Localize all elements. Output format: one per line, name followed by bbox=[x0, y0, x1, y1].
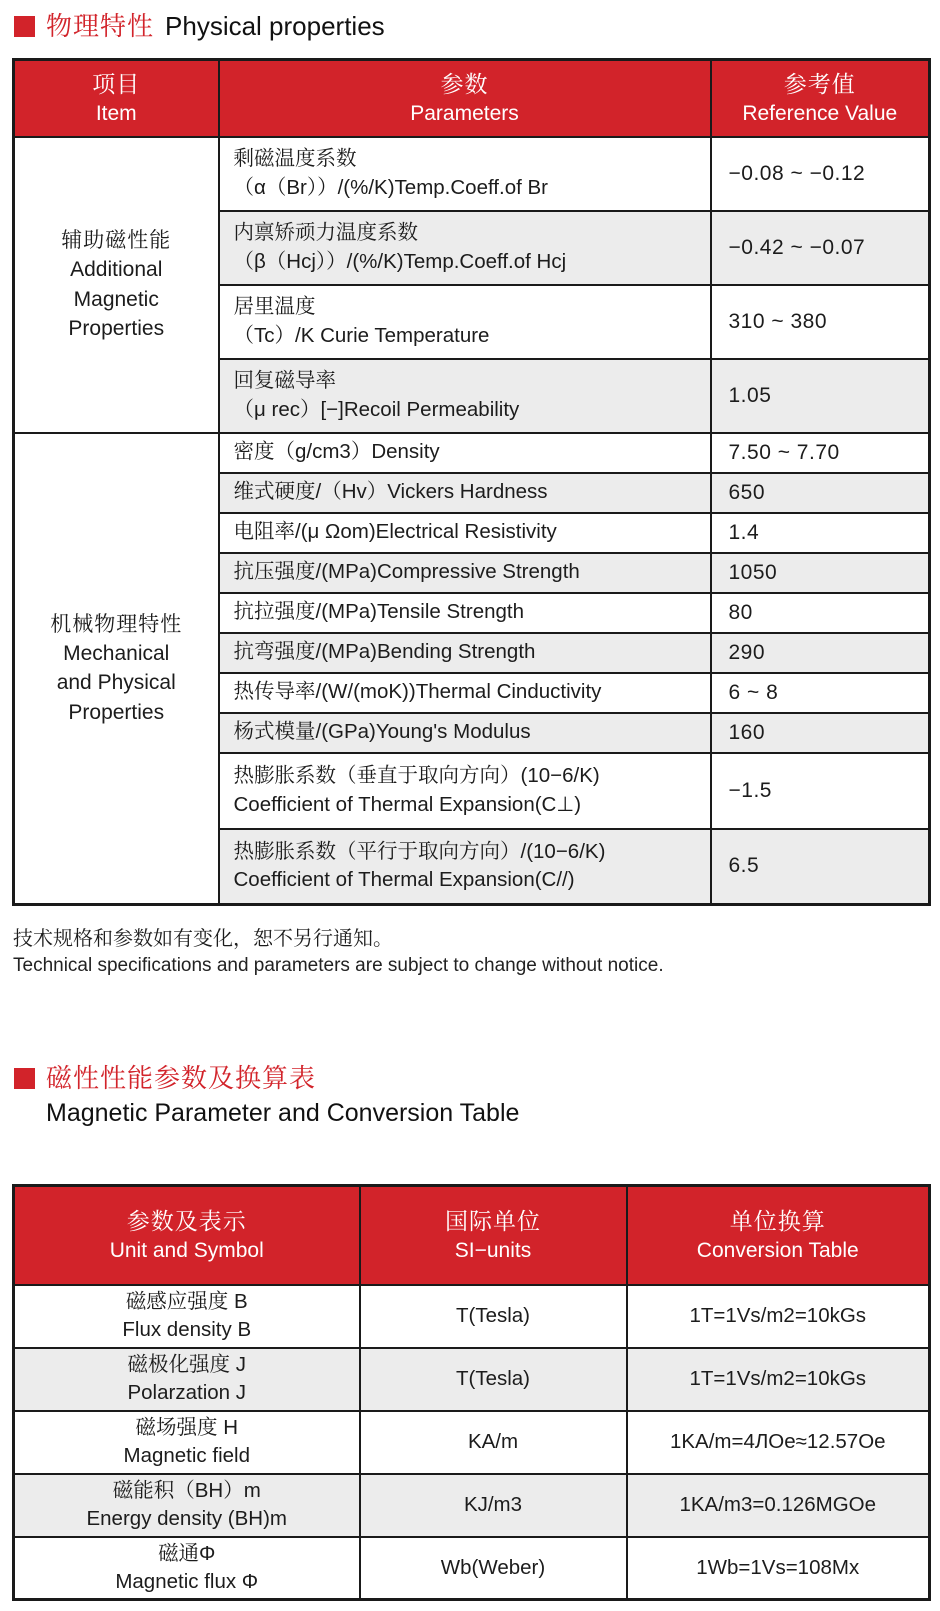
param-line: 回复磁导率 bbox=[233, 369, 336, 392]
header-parameters-en: Parameters bbox=[410, 102, 519, 126]
table-row bbox=[14, 1411, 930, 1474]
conversion-cell: 1Wb=1Vs=108Mx bbox=[627, 1537, 930, 1600]
param-line: 杨式模量/(GPa)Young's Modulus bbox=[233, 720, 531, 744]
group-label-en: and Physical bbox=[56, 671, 176, 695]
conversion-cell: 1KA/m3=0.126MGOe bbox=[627, 1474, 930, 1537]
si-unit-cell: KA/m bbox=[360, 1411, 627, 1474]
param-cell bbox=[219, 359, 711, 433]
section2-title-zh: 磁性性能参数及换算表 bbox=[46, 1062, 317, 1093]
param-line: 热膨胀系数（垂直于取向方向）(10−6/K) bbox=[233, 764, 600, 787]
quantity-cell bbox=[14, 1348, 360, 1411]
conversion-cell: 1T=1Vs/m2=10kGs bbox=[627, 1285, 930, 1348]
param-line: 热传导率/(W/(moK))Thermal Cinductivity bbox=[233, 680, 602, 704]
value-cell: 80 bbox=[711, 593, 930, 633]
header-item bbox=[14, 60, 219, 137]
quantity-en: Polarzation J bbox=[127, 1381, 246, 1405]
param-line: 剩磁温度系数 bbox=[233, 147, 357, 170]
param-cell bbox=[219, 211, 711, 285]
table-row bbox=[14, 1285, 930, 1348]
section1-title-zh: 物理特性 bbox=[46, 11, 155, 41]
table-row bbox=[14, 1348, 930, 1411]
param-cell bbox=[219, 433, 711, 473]
quantity-cell bbox=[14, 1537, 360, 1600]
section1-title bbox=[14, 0, 940, 42]
header-item-zh: 项目 bbox=[92, 71, 141, 98]
value-cell: −1.5 bbox=[711, 753, 930, 829]
param-line: 维式硬度/（Hv）Vickers Hardness bbox=[233, 480, 548, 504]
value-cell: 6.5 bbox=[711, 829, 930, 905]
quantity-zh: 磁极化强度 J bbox=[127, 1353, 246, 1377]
quantity-en: Energy density (BH)m bbox=[86, 1507, 287, 1531]
header-unit-symbol bbox=[14, 1186, 360, 1285]
param-line: 热膨胀系数（平行于取向方向）/(10−6/K) bbox=[233, 839, 606, 863]
param-line: （α（Br））/(%/K)Temp.Coeff.of Br bbox=[233, 175, 548, 199]
header-conversion-zh: 单位换算 bbox=[729, 1208, 826, 1235]
header-si-units bbox=[360, 1186, 627, 1285]
param-line: Coefficient of Thermal Expansion(C//) bbox=[233, 868, 575, 892]
table-header-row bbox=[14, 1186, 930, 1285]
disclaimer-zh: 技术规格和参数如有变化，恕不另行通知。 bbox=[13, 928, 393, 951]
header-conversion bbox=[627, 1186, 930, 1285]
physical-properties-table bbox=[12, 58, 931, 906]
group-label-zh: 辅助磁性能 bbox=[61, 228, 172, 252]
group-label-en: Magnetic bbox=[73, 287, 159, 311]
conversion-table bbox=[12, 1184, 931, 1601]
header-parameters-zh: 参数 bbox=[440, 71, 489, 98]
quantity-zh: 磁场强度 H bbox=[135, 1416, 238, 1440]
table-row bbox=[14, 137, 930, 211]
param-cell bbox=[219, 137, 711, 211]
value-cell: 290 bbox=[711, 633, 930, 673]
param-line: 居里温度 bbox=[233, 295, 316, 318]
quantity-en: Flux density B bbox=[122, 1318, 252, 1342]
param-cell bbox=[219, 553, 711, 593]
header-parameters bbox=[219, 60, 711, 137]
table-row bbox=[14, 1474, 930, 1537]
disclaimer-en: Technical specifications and parameters are subject to change without notice. bbox=[13, 955, 664, 977]
quantity-cell bbox=[14, 1285, 360, 1348]
group-label-en: Additional bbox=[70, 258, 163, 282]
param-cell bbox=[219, 633, 711, 673]
group-label-zh: 机械物理特性 bbox=[50, 612, 183, 636]
table-row bbox=[14, 433, 930, 473]
group-label-en: Properties bbox=[68, 700, 165, 724]
param-line: 密度（g/cm3）Density bbox=[233, 440, 440, 464]
value-cell: 160 bbox=[711, 713, 930, 753]
value-cell: −0.08 ~ −0.12 bbox=[711, 137, 930, 211]
param-line: （Tc）/K Curie Temperature bbox=[233, 323, 490, 347]
param-line: 抗拉强度/(MPa)Tensile Strength bbox=[233, 600, 525, 624]
section-bullet-icon bbox=[14, 16, 35, 37]
param-cell bbox=[219, 673, 711, 713]
quantity-zh: 磁感应强度 B bbox=[125, 1290, 248, 1314]
param-line: Coefficient of Thermal Expansion(C⊥) bbox=[233, 792, 582, 816]
param-line: （β（Hcj））/(%/K)Temp.Coeff.of Hcj bbox=[233, 249, 567, 273]
section2-title-en: Magnetic Parameter and Conversion Table bbox=[46, 1099, 520, 1128]
quantity-zh: 磁能积（BH）m bbox=[112, 1479, 261, 1503]
value-cell: 7.50 ~ 7.70 bbox=[711, 433, 930, 473]
section2-title bbox=[0, 1063, 940, 1128]
quantity-en: Magnetic field bbox=[123, 1444, 250, 1468]
value-cell: 650 bbox=[711, 473, 930, 513]
header-si-units-en: SI−units bbox=[454, 1239, 532, 1263]
si-unit-cell: Wb(Weber) bbox=[360, 1537, 627, 1600]
header-reference-zh: 参考值 bbox=[783, 71, 856, 98]
item-group-mechanical-physical bbox=[14, 433, 219, 905]
value-cell: 6 ~ 8 bbox=[711, 673, 930, 713]
quantity-cell bbox=[14, 1474, 360, 1537]
header-item-en: Item bbox=[95, 102, 137, 126]
header-reference-value bbox=[711, 60, 930, 137]
group-label-en: Mechanical bbox=[63, 642, 170, 666]
param-line: 抗弯强度/(MPa)Bending Strength bbox=[233, 640, 536, 664]
param-cell bbox=[219, 753, 711, 829]
param-cell bbox=[219, 285, 711, 359]
quantity-zh: 磁通Φ bbox=[158, 1542, 216, 1566]
quantity-en: Magnetic flux Φ bbox=[115, 1569, 259, 1593]
si-unit-cell: KJ/m3 bbox=[360, 1474, 627, 1537]
disclaimer-note bbox=[13, 926, 940, 979]
value-cell: 1.05 bbox=[711, 359, 930, 433]
header-reference-en: Reference Value bbox=[742, 102, 898, 126]
item-group-additional-magnetic bbox=[14, 137, 219, 433]
table-row bbox=[14, 1537, 930, 1600]
header-conversion-en: Conversion Table bbox=[696, 1239, 859, 1263]
param-line: 电阻率/(μ Ωom)Electrical Resistivity bbox=[233, 520, 557, 544]
header-unit-symbol-en: Unit and Symbol bbox=[109, 1239, 264, 1263]
header-si-units-zh: 国际单位 bbox=[445, 1208, 541, 1235]
si-unit-cell: T(Tesla) bbox=[360, 1348, 627, 1411]
param-cell bbox=[219, 829, 711, 905]
section1-title-en: Physical properties bbox=[165, 11, 385, 41]
value-cell: 1.4 bbox=[711, 513, 930, 553]
conversion-cell: 1T=1Vs/m2=10kGs bbox=[627, 1348, 930, 1411]
value-cell: 1050 bbox=[711, 553, 930, 593]
param-line: （μ rec）[−]Recoil Permeability bbox=[233, 397, 520, 421]
value-cell: −0.42 ~ −0.07 bbox=[711, 211, 930, 285]
param-cell bbox=[219, 593, 711, 633]
value-cell: 310 ~ 380 bbox=[711, 285, 930, 359]
param-cell bbox=[219, 513, 711, 553]
group-label-en: Properties bbox=[68, 317, 165, 341]
param-cell bbox=[219, 713, 711, 753]
quantity-cell bbox=[14, 1411, 360, 1474]
param-cell bbox=[219, 473, 711, 513]
si-unit-cell: T(Tesla) bbox=[360, 1285, 627, 1348]
param-line: 内禀矫顽力温度系数 bbox=[233, 221, 418, 244]
conversion-cell: 1KA/m=4ЛOe≈12.57Oe bbox=[627, 1411, 930, 1474]
header-unit-symbol-zh: 参数及表示 bbox=[126, 1208, 247, 1235]
param-line: 抗压强度/(MPa)Compressive Strength bbox=[233, 560, 580, 584]
section-bullet-icon bbox=[14, 1068, 35, 1089]
table-header-row bbox=[14, 60, 930, 137]
